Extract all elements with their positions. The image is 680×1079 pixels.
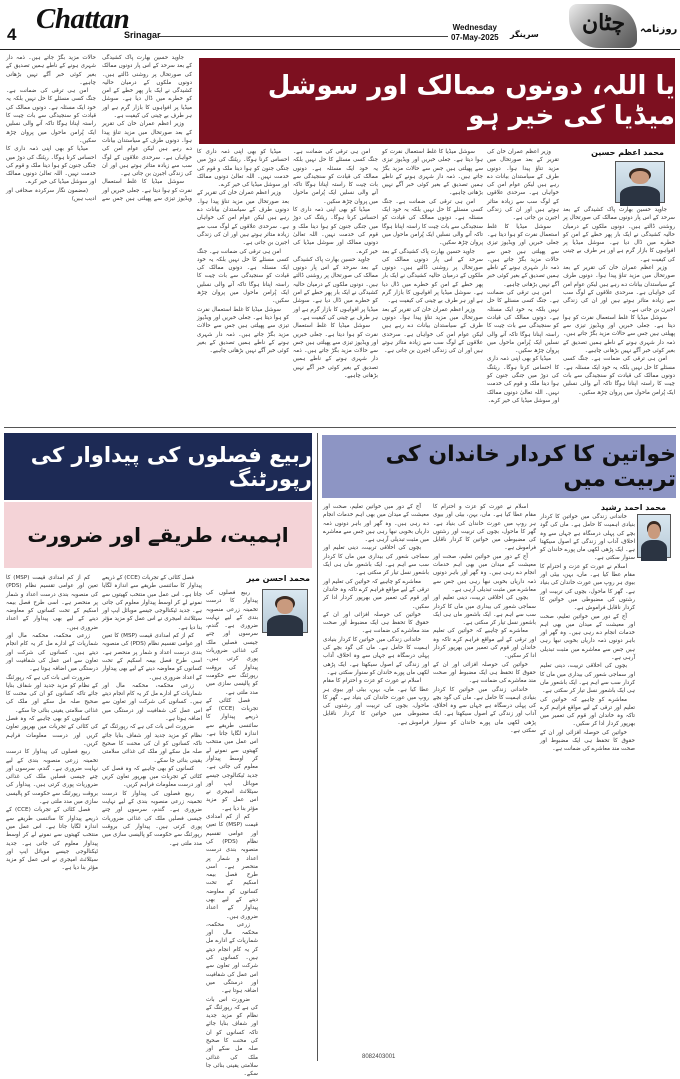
paragraph: اسلام نے عورت کو عزت و احترام کا مقام عطا کیا ہے۔ ماں، بہن، بیٹی اور بیوی ہر روپ میں عورت خاندان کی بنیاد ہے۔ گھر کا ماحول، بچوں کی تربیت اور رشتوں کی مضبوطی میں خواتین کا کردار ناقابل فراموش ہے۔	[433, 504, 536, 552]
masthead	[0, 0, 680, 50]
paragraph: معاشرے کو چاہیے کہ خواتین کی تعلیم اور ترقی کے لیے مواقع فراہم کرے تاکہ وہ خاندان اور قوم کی تعمیر میں بھرپور کردار ادا کر سکیں۔	[540, 696, 635, 728]
paragraph: فصل کٹائی کے تجربات (CCE) کے ذریعے پیداوار کا سائنسی طریقے سے اندازہ لگایا جاتا ہے۔ اس عمل میں منتخب کھیتوں سے نمونے لے کر اوسط پیداوار معلوم کی جاتی ہے۔ جدید ٹیکنالوجی جیسے موبائل ایپ اور سیٹلائٹ امیجری نے اس عمل کو مزید مؤثر بنا دیا ہے۔	[6, 807, 98, 872]
page-number: 4	[7, 25, 17, 44]
women-article-byline: محمد احمد رشید	[600, 503, 666, 512]
paragraph: اسلام نے عورت کو عزت و احترام کا مقام عطا کیا ہے۔ ماں، بہن، بیٹی اور بیوی ہر روپ میں عورت خاندان کی بنیاد ہے۔ گھر کا ماحول، بچوں کی تربیت اور رشتوں کی مضبوطی میں خواتین کا کردار ناقابل فراموش ہے۔	[540, 563, 635, 612]
women-article-col-3	[323, 503, 429, 1059]
paragraph: آج کے دور میں خواتین تعلیم، صحت اور معیشت کے میدان میں بھی اہم خدمات انجام دے رہی ہیں۔ وہ گھر اور باہر دونوں ذمہ داریاں بخوبی نبھا رہی ہیں جس سے معاشرے میں مثبت تبدیلی آرہی ہے۔	[540, 613, 635, 662]
paragraph: امن ہی ترقی کی ضمانت ہے۔ جنگ کسی مسئلے کا حل نہیں بلکہ یہ خود ایک مسئلہ ہے۔ دونوں ممالک کی قیادت کو سنجیدگی سے بات چیت کا راستہ اپنانا ہوگا تاکہ آنے والی نسلیں ایک پُرامن ماحول میں پروان چڑھ سکیں۔	[382, 198, 483, 247]
paragraph: وزیر اعظم عمران خان کی تقریر کے بعد صورتحال میں مزید تناؤ پیدا ہوا۔ دونوں طرف کے سیاستدان بیانات دے رہے ہیں لیکن عوام امن کی خواہاں ہے۔ سرحدی علاقوں کے لوگ سب سے زیادہ متاثر ہوتے ہیں اور ان کی زندگی اجیرن بن جاتی ہے۔	[487, 149, 559, 222]
article-footnote: (مضمون نگار سرکردہ صحافی اور ادیب ہیں)	[6, 187, 96, 203]
top-article-headline: یا اللہ، دونوں ممالک اور سوشل میڈیا کی خیر ہو	[199, 58, 675, 144]
paragraph: سوشل میڈیا کا غلط استعمال نفرت کو ہوا دیتا ہے۔ جعلی خبریں اور ویڈیوز تیزی سے پھیلتی ہیں جس سے حالات مزید بگڑ جاتے ہیں۔ ذمہ دار شہری ہونے کے ناطے ہمیں تصدیق کے بغیر کوئی خبر آگے نہیں بڑھانی چاہیے۔	[197, 306, 289, 355]
top-article-col-5	[197, 148, 289, 444]
paragraph: خواتین کی حوصلہ افزائی اور ان کے حقوق کا تحفظ ہی ایک مضبوط اور صحت مند معاشرے کی ضمانت ہے۔	[540, 729, 635, 753]
section-divider	[4, 427, 676, 428]
brand-urdu: چٹان	[582, 10, 626, 36]
paragraph: خواتین کی حوصلہ افزائی اور ان کے حقوق کا تحفظ ہی ایک مضبوط اور صحت مند معاشرے کی ضمانت ہے۔	[323, 611, 429, 635]
paragraph: بچوں کی اخلاقی تربیت، دینی تعلیم اور سماجی شعور کی بیداری میں ماں کا کردار سب سے اہم ہے۔ ایک باشعور ماں ہی ایک باشعور نسل تیار کر سکتی ہے۔	[433, 595, 536, 627]
paragraph: ضرورت اس بات کی ہے کہ رپورٹنگ کے نظام کو مزید جدید اور شفاف بنایا جائے تاکہ کسانوں کو ان کی محنت کا صحیح صلہ مل سکے اور ملک کی غذائی سلامتی یقینی بنائی جا سکے۔	[206, 996, 258, 1078]
author-photo-top	[615, 161, 665, 203]
issue-date	[451, 23, 499, 43]
paragraph: میڈیا کو بھی اپنی ذمہ داری کا احساس کرنا ہوگا۔ ریٹنگ کی دوڑ میں جنگی جنون کو ہوا دینا ملک و قوم کی خدمت نہیں۔ اللہ تعالیٰ دونوں ممالک اور سوشل میڈیا کی خیر کرے۔	[487, 356, 559, 404]
crops-article-byline: محمد احسن میر	[246, 574, 310, 583]
paragraph: معاشرے کو چاہیے کہ خواتین کی تعلیم اور ترقی کے لیے مواقع فراہم کرے تاکہ وہ خاندان اور قوم کی تعمیر میں بھرپور کردار ادا کر سکیں۔	[433, 628, 536, 660]
paragraph: جاوید حسین بھارت پاک کشیدگی کے بعد سرحد کے اس پار دونوں ممالک کی صورتحال پر روشنی ڈالتے ہیں۔ دونوں ملکوں کے درمیان حالیہ کشیدگی نے ایک بار پھر خطے کے امن کو خطرے میں ڈال دیا ہے۔ سوشل میڈیا پر افواہوں کا بازار گرم ہے اور ہر طرف بے چینی کی کیفیت ہے۔	[563, 207, 675, 263]
paragraph: زرعی محکمہ، محکمہ مال اور شماریات کے ادارے مل کر یہ کام انجام دیتے ہیں۔ کسانوں کی شرکت اور تعاون سے اس عمل کی شفافیت اور درستگی میں اضافہ ہوتا ہے۔	[102, 682, 202, 723]
top-article-col-left	[6, 54, 192, 444]
crops-article-headline: ربیع فصلوں کی پیداوار کی رپورٹنگ	[4, 433, 312, 500]
paragraph: جاوید حسین بھارت پاک کشیدگی کے بعد سرحد کے اس پار دونوں ممالک کی صورتحال پر روشنی ڈالتے ہیں۔ دونوں ملکوں کے درمیان حالیہ کشیدگی نے ایک بار پھر خطے کے امن کو خطرے میں ڈال دیا ہے۔ سوشل میڈیا پر افواہوں کا بازار گرم ہے اور ہر طرف بے چینی کی کیفیت ہے۔	[293, 256, 378, 321]
paragraph: سوشل میڈیا کا غلط استعمال نفرت کو ہوا دیتا ہے۔ جعلی خبریں اور ویڈیوز تیزی سے پھیلتی ہیں جس سے حالات مزید بگڑ جاتے ہیں۔ ذمہ دار شہری ہونے کے ناطے ہمیں تصدیق کے بغیر کوئی خبر آگے نہیں بڑھانی چاہیے۔	[487, 223, 559, 288]
paragraph: وزیر اعظم عمران خان کی تقریر کے بعد صورتحال میں مزید تناؤ پیدا ہوا۔ دونوں طرف کے سیاستدان بیانات دے رہے ہیں لیکن عوام امن کی خواہاں ہے۔ سرحدی علاقوں کے لوگ سب سے زیادہ متاثر ہوتے ہیں اور ان کی زندگی اجیرن بن جاتی ہے۔	[563, 265, 675, 313]
paragraph: ضرورت اس بات کی ہے کہ رپورٹنگ کے نظام کو مزید جدید اور شفاف بنایا جائے تاکہ کسانوں کو ان کی محنت کا صحیح صلہ مل سکے اور ملک کی غذائی سلامتی یقینی بنائی جا سکے۔	[102, 724, 202, 764]
paragraph: میڈیا کو بھی اپنی ذمہ داری کا احساس کرنا ہوگا۔ ریٹنگ کی دوڑ میں جنگی جنون کو ہوا دینا ملک و قوم کی خدمت نہیں۔ اللہ تعالیٰ دونوں ممالک اور سوشل میڈیا کی خیر کرے۔	[6, 146, 96, 186]
issue-date-value: 07-May-2025	[451, 33, 499, 42]
crops-article-col-2	[102, 574, 202, 1059]
edition-city: Srinagar	[124, 30, 161, 40]
paragraph: خواتین کی حوصلہ افزائی اور ان کے حقوق کا تحفظ ہی ایک مضبوط اور صحت مند معاشرے کی ضمانت ہے۔	[433, 661, 536, 685]
paragraph: زرعی محکمہ، محکمہ مال اور شماریات کے ادارے مل کر یہ کام انجام دیتے ہیں۔ کسانوں کی شرکت اور تعاون سے اس عمل کی شفافیت اور درستگی میں اضافہ ہوتا ہے۔	[206, 921, 258, 995]
paragraph: خاندانی زندگی میں خواتین کا کردار بنیادی اہمیت کا حامل ہے۔ ماں کی گود بچے کی پہلی درسگاہ ہے جہاں سے وہ اخلاق، آداب اور زندگی کے اصول سیکھتا ہے۔ ایک پڑھی لکھی ماں پورے خاندان کو سنوار سکتی ہے۔	[433, 686, 536, 735]
top-article-col-right	[563, 206, 675, 444]
column-divider	[317, 433, 318, 1061]
paragraph: آج کے دور میں خواتین تعلیم، صحت اور معیشت کے میدان میں بھی اہم خدمات انجام دے رہی ہیں۔ وہ گھر اور باہر دونوں ذمہ داریاں بخوبی نبھا رہی ہیں جس سے معاشرے میں مثبت تبدیلی آرہی ہے۔	[323, 504, 429, 544]
author-photo-crops	[262, 589, 308, 633]
paragraph: فصل کٹائی کے تجربات (CCE) کے ذریعے پیداوار کا سائنسی طریقے سے اندازہ لگایا جاتا ہے۔ اس عمل میں منتخب کھیتوں سے نمونے لے کر اوسط پیداوار معلوم کی جاتی ہے۔ جدید ٹیکنالوجی جیسے موبائل ایپ اور سیٹلائٹ امیجری نے اس عمل کو مزید مؤثر بنا دیا ہے۔	[102, 575, 202, 631]
paragraph: کسانوں کو بھی چاہیے کہ وہ فصل کی کٹائی کے تجربات میں بھرپور تعاون کریں اور درست معلومات فراہم کریں۔	[6, 716, 98, 747]
paragraph: ربیع فصلوں کی پیداوار کا درست تخمینہ زرعی منصوبہ بندی کے لیے نہایت ضروری ہے۔ گندم، سرسوں اور چنے جیسی فصلیں ملک کی غذائی ضروریات پوری کرتی ہیں۔ پیداوار کی بروقت رپورٹنگ سے حکومت کو پالیسی سازی میں مدد ملتی ہے۔	[6, 749, 98, 806]
top-article-byline: محمد اعظم حسین	[591, 148, 664, 157]
women-article-headline: خواتین کا کردار خاندان کی تربیت میں	[322, 435, 676, 498]
crops-article-subheadline: اہمیت، طریقے اور ضرورت	[4, 502, 312, 568]
paragraph: امن ہی ترقی کی ضمانت ہے۔ جنگ کسی مسئلے کا حل نہیں بلکہ یہ خود ایک مسئلہ ہے۔ دونوں ممالک کی قیادت کو سنجیدگی سے بات چیت کا راستہ اپنانا ہوگا تاکہ آنے والی نسلیں ایک پُرامن ماحول میں پروان چڑھ سکیں۔	[6, 88, 96, 144]
paragraph: وزیر اعظم عمران خان کی تقریر کے بعد صورتحال میں مزید تناؤ پیدا ہوا۔ دونوں طرف کے سیاستدان بیانات دے رہے ہیں لیکن عوام امن کی خواہاں ہے۔ سرحدی علاقوں کے لوگ سب سے زیادہ متاثر ہوتے ہیں اور ان کی زندگی اجیرن بن جاتی ہے۔	[197, 190, 289, 247]
paragraph: میڈیا کو بھی اپنی ذمہ داری کا احساس کرنا ہوگا۔ ریٹنگ کی دوڑ میں جنگی جنون کو ہوا دینا ملک و قوم کی خدمت نہیں۔ اللہ تعالیٰ دونوں ممالک اور سوشل میڈیا کی خیر کرے۔	[293, 207, 378, 255]
crops-article-col-right	[206, 589, 258, 1078]
paragraph: سوشل میڈیا کا غلط استعمال نفرت کو ہوا دیتا ہے۔ جعلی خبریں اور ویڈیوز تیزی سے پھیلتی ہیں جس سے حالات مزید بگڑ جاتے ہیں۔ ذمہ دار شہری ہونے کے ناطے ہمیں تصدیق کے بغیر کوئی خبر آگے نہیں بڑھانی چاہیے۔	[6, 55, 192, 203]
paragraph: بچوں کی اخلاقی تربیت، دینی تعلیم اور سماجی شعور کی بیداری میں ماں کا کردار سب سے اہم ہے۔ ایک باشعور ماں ہی ایک باشعور نسل تیار کر سکتی ہے۔	[540, 663, 635, 695]
newspaper-logo: Chattan	[36, 3, 130, 35]
paragraph: کم از کم امدادی قیمت (MSP) کا تعین اور عوامی تقسیم نظام (PDS) کی منصوبہ بندی درست اعداد و شمار پر منحصر ہے۔ اسی طرح فصل بیمہ اسکیم کے تحت کسانوں کو معاوضہ دینے کے لیے بھی پیداوار کے اعداد ضروری ہیں۔	[206, 814, 258, 920]
paragraph: خاندانی زندگی میں خواتین کا کردار بنیادی اہمیت کا حامل ہے۔ ماں کی گود بچے کی پہلی درسگاہ ہے جہاں سے وہ اخلاق، آداب اور زندگی کے اصول سیکھتا ہے۔ ایک پڑھی لکھی ماں پورے خاندان کو سنوار سکتی ہے۔	[540, 514, 635, 562]
paragraph: وزیر اعظم عمران خان کی تقریر کے بعد صورتحال میں مزید تناؤ پیدا ہوا۔ دونوں طرف کے سیاستدان بیانات دے رہے ہیں لیکن عوام امن کی خواہاں ہے۔ سرحدی علاقوں کے لوگ سب سے زیادہ متاثر ہوتے ہیں اور ان کی زندگی اجیرن بن جاتی ہے۔	[102, 121, 192, 178]
paragraph: امن ہی ترقی کی ضمانت ہے۔ جنگ کسی مسئلے کا حل نہیں بلکہ یہ خود ایک مسئلہ ہے۔ دونوں ممالک کی قیادت کو سنجیدگی سے بات چیت کا راستہ اپنانا ہوگا تاکہ آنے والی نسلیں ایک پُرامن ماحول میں پروان چڑھ سکیں۔	[197, 248, 289, 305]
paragraph: ضرورت اس بات کی ہے کہ رپورٹنگ کے نظام کو مزید جدید اور شفاف بنایا جائے تاکہ کسانوں کو ان کی محنت کا صحیح صلہ مل سکے اور ملک کی غذائی سلامتی یقینی بنائی جا سکے۔	[5, 674, 98, 714]
paragraph: آج کے دور میں خواتین تعلیم، صحت اور معیشت کے میدان میں بھی اہم خدمات انجام دے رہی ہیں۔ وہ گھر اور باہر دونوں ذمہ داریاں بخوبی نبھا رہی ہیں جس سے معاشرے میں مثبت تبدیلی آرہی ہے۔	[433, 553, 536, 593]
paragraph: معاشرے کو چاہیے کہ خواتین کی تعلیم اور ترقی کے لیے مواقع فراہم کرے تاکہ وہ خاندان اور قوم کی تعمیر میں بھرپور کردار ادا کر سکیں۔	[323, 578, 429, 610]
footer-code: 8082403001	[362, 1054, 396, 1060]
paragraph: کم از کم امدادی قیمت (MSP) کا تعین اور عوامی تقسیم نظام (PDS) کی منصوبہ بندی درست اعداد و شمار پر منحصر ہے۔ اسی طرح فصل بیمہ اسکیم کے تحت کسانوں کو معاوضہ دینے کے لیے بھی پیداوار کے اعداد ضروری ہیں۔	[6, 575, 98, 631]
paragraph: امن ہی ترقی کی ضمانت ہے۔ جنگ کسی مسئلے کا حل نہیں بلکہ یہ خود ایک مسئلہ ہے۔ دونوں ممالک کی قیادت کو سنجیدگی سے بات چیت کا راستہ اپنانا ہوگا تاکہ آنے والی نسلیں ایک پُرامن ماحول میں پروان چڑھ سکیں۔	[487, 290, 559, 355]
paragraph: سوشل میڈیا کا غلط استعمال نفرت کو ہوا دیتا ہے۔ جعلی خبریں اور ویڈیوز تیزی سے پھیلتی ہیں جس سے حالات مزید بگڑ جاتے ہیں۔ ذمہ دار شہری ہونے کے ناطے ہمیں تصدیق کے بغیر کوئی خبر آگے نہیں بڑھانی چاہیے۔	[382, 149, 483, 197]
paragraph: خاندانی زندگی میں خواتین کا کردار بنیادی اہمیت کا حامل ہے۔ ماں کی گود بچے کی پہلی درسگاہ ہے جہاں سے وہ اخلاق، آداب اور زندگی کے اصول سیکھتا ہے۔ ایک پڑھی لکھی ماں پورے خاندان کو سنوار سکتی ہے۔	[323, 636, 429, 676]
paragraph: بچوں کی اخلاقی تربیت، دینی تعلیم اور سماجی شعور کی بیداری میں ماں کا کردار سب سے اہم ہے۔ ایک باشعور ماں ہی ایک باشعور نسل تیار کر سکتی ہے۔	[323, 545, 429, 577]
paragraph: کسانوں کو بھی چاہیے کہ وہ فصل کی کٹائی کے تجربات میں بھرپور تعاون کریں اور درست معلومات فراہم کریں۔	[102, 765, 202, 789]
paragraph: امن ہی ترقی کی ضمانت ہے۔ جنگ کسی مسئلے کا حل نہیں بلکہ یہ خود ایک مسئلہ ہے۔ دونوں ممالک کی قیادت کو سنجیدگی سے بات چیت کا راستہ اپنانا ہوگا تاکہ آنے والی نسلیں ایک پُرامن ماحول میں پروان چڑھ سکیں۔	[563, 356, 675, 396]
paragraph: وزیر اعظم عمران خان کی تقریر کے بعد صورتحال میں مزید تناؤ پیدا ہوا۔ دونوں طرف کے سیاستدان بیانات دے رہے ہیں لیکن عوام امن کی خواہاں ہے۔ سرحدی علاقوں کے لوگ سب سے زیادہ متاثر ہوتے ہیں اور ان کی زندگی اجیرن بن جاتی ہے۔	[382, 306, 483, 355]
paragraph: فصل کٹائی کے تجربات (CCE) کے ذریعے پیداوار کا سائنسی طریقے سے اندازہ لگایا جاتا ہے۔ اس عمل میں منتخب کھیتوں سے نمونے لے کر اوسط پیداوار معلوم کی جاتی ہے۔ جدید ٹیکنالوجی جیسے موبائل ایپ اور سیٹلائٹ امیجری نے اس عمل کو مزید مؤثر بنا دیا ہے۔	[206, 697, 258, 812]
masthead-rule	[158, 36, 448, 37]
author-photo-women	[637, 514, 671, 558]
daily-label: روزنامہ	[640, 24, 678, 35]
paragraph: اسلام نے عورت کو عزت و احترام کا مقام عطا کیا ہے۔ ماں، بہن، بیٹی اور بیوی ہر روپ میں عورت خاندان کی بنیاد ہے۔ گھر کا ماحول، بچوں کی تربیت اور رشتوں کی مضبوطی میں خواتین کا کردار ناقابل فراموش ہے۔	[323, 678, 429, 726]
paragraph: جاوید حسین بھارت پاک کشیدگی کے بعد سرحد کے اس پار دونوں ممالک کی صورتحال پر روشنی ڈالتے ہیں۔ دونوں ملکوں کے درمیان حالیہ کشیدگی نے ایک بار پھر خطے کے امن کو خطرے میں ڈال دیا ہے۔ سوشل میڈیا پر افواہوں کا بازار گرم ہے اور ہر طرف بے چینی کی کیفیت ہے۔	[102, 55, 192, 120]
paragraph: سوشل میڈیا کا غلط استعمال نفرت کو ہوا دیتا ہے۔ جعلی خبریں اور ویڈیوز تیزی سے پھیلتی ہیں جس سے حالات مزید بگڑ جاتے ہیں۔ ذمہ دار شہری ہونے کے ناطے ہمیں تصدیق کے بغیر کوئی خبر آگے نہیں بڑھانی چاہیے۔	[293, 323, 378, 380]
paragraph: ربیع فصلوں کی پیداوار کا درست تخمینہ زرعی منصوبہ بندی کے لیے نہایت ضروری ہے۔ گندم، سرسوں اور چنے جیسی فصلیں ملک کی غذائی ضروریات پوری کرتی ہیں۔ پیداوار کی بروقت رپورٹنگ سے حکومت کو پالیسی سازی میں مدد ملتی ہے۔	[206, 590, 258, 696]
paragraph: میڈیا کو بھی اپنی ذمہ داری کا احساس کرنا ہوگا۔ ریٹنگ کی دوڑ میں جنگی جنون کو ہوا دینا ملک و قوم کی خدمت نہیں۔ اللہ تعالیٰ دونوں ممالک اور سوشل میڈیا کی خیر کرے۔	[197, 149, 289, 189]
paragraph: سوشل میڈیا کا غلط استعمال نفرت کو ہوا دیتا ہے۔ جعلی خبریں اور ویڈیوز تیزی سے پھیلتی ہیں جس سے حالات مزید بگڑ جاتے ہیں۔ ذمہ دار شہری ہونے کے ناطے ہمیں تصدیق کے بغیر کوئی خبر آگے نہیں بڑھانی چاہیے۔	[563, 314, 675, 355]
crops-article-col-left	[6, 574, 98, 1059]
paragraph: کم از کم امدادی قیمت (MSP) کا تعین اور عوامی تقسیم نظام (PDS) کی منصوبہ بندی درست اعداد و شمار پر منحصر ہے۔ اسی طرح فصل بیمہ اسکیم کے تحت کسانوں کو معاوضہ دینے کے لیے بھی پیداوار کے اعداد ضروری ہیں۔	[102, 633, 203, 681]
issue-day: Wednesday	[452, 23, 497, 32]
paragraph: جاوید حسین بھارت پاک کشیدگی کے بعد سرحد کے اس پار دونوں ممالک کی صورتحال پر روشنی ڈالتے ہیں۔ دونوں ملکوں کے درمیان حالیہ کشیدگی نے ایک بار پھر خطے کے امن کو خطرے میں ڈال دیا ہے۔ سوشل میڈیا پر افواہوں کا بازار گرم ہے اور ہر طرف بے چینی کی کیفیت ہے۔	[382, 248, 483, 305]
paragraph: زرعی محکمہ، محکمہ مال اور شماریات کے ادارے مل کر یہ کام انجام دیتے ہیں۔ کسانوں کی شرکت اور تعاون سے اس عمل کی شفافیت اور درستگی میں اضافہ ہوتا ہے۔	[6, 633, 98, 673]
women-article-col-right	[540, 513, 635, 1059]
paragraph: امن ہی ترقی کی ضمانت ہے۔ جنگ کسی مسئلے کا حل نہیں بلکہ یہ خود ایک مسئلہ ہے۔ دونوں ممالک کی قیادت کو سنجیدگی سے بات چیت کا راستہ اپنانا ہوگا تاکہ آنے والی نسلیں ایک پُرامن ماحول میں پروان چڑھ سکیں۔	[293, 149, 378, 205]
top-article-col-4	[293, 148, 378, 444]
women-article-col-2	[433, 503, 536, 1059]
top-article-col-3	[382, 148, 483, 444]
top-article-col-2	[487, 148, 559, 444]
paragraph: ربیع فصلوں کی پیداوار کا درست تخمینہ زرعی منصوبہ بندی کے لیے نہایت ضروری ہے۔ گندم، سرسوں اور چنے جیسی فصلیں ملک کی غذائی ضروریات پوری کرتی ہیں۔ پیداوار کی بروقت رپورٹنگ سے حکومت کو پالیسی سازی میں مدد ملتی ہے۔	[102, 790, 202, 847]
edition-city-urdu: سرینگر	[510, 30, 539, 39]
